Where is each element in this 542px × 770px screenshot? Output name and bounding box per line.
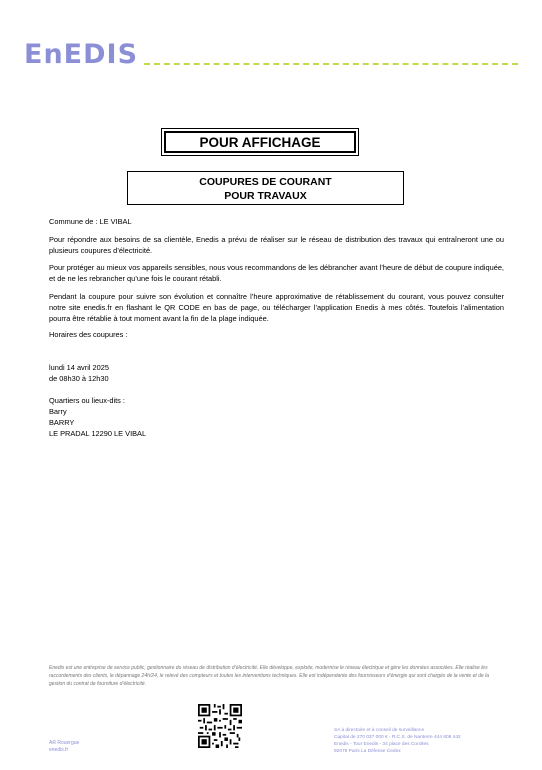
footer-legal-text: Enedis est une entreprise de service public, gestionnaire du réseau de distribution d’électricité. Elle développe, exploite, modernise le réseau électrique et gère les données associées. Elle réalise les raccordements des clients, le dépannage 24h/24, le relevé des compteurs et toutes les interventions techniques. Elle est indépendante des fournisseurs d’énergie qui sont chargés de la vente et de la gestion du contrat de fourniture d’électricité. [49,665,489,687]
qr-code[interactable] [198,704,242,748]
place-item: Barry [49,407,67,416]
footer-company-line: 92079 Paris La Défense Cedex [334,749,401,754]
coupures-title-box [127,171,404,205]
place-item: BARRY [49,418,75,427]
footer-company-line: Capital de 270 037 000 € - R.C.S. de Nanterre 444 608 442 [334,735,461,740]
horaires-label: Horaires des coupures : [49,330,128,339]
footer-region: AR Rouergue [49,740,80,746]
footer-company-line: SA à directoire et à conseil de surveillance [334,728,425,733]
quartiers-label: Quartiers ou lieux-dits : [49,396,125,405]
footer-company-line: Enedis - Tour Enedis - 34 place des Corolles [334,742,429,747]
commune: Commune de : LE VIBAL [49,217,132,226]
enedis-logo: EnEDIS [24,39,139,70]
footer-left [49,740,79,754]
paragraph-1: Pour répondre aux besoins de sa clientèle, Enedis a prévu de réaliser sur le réseau de distribution des travaux qui entraîneront une ou plusieurs coupures d’électricité. [49,235,504,255]
affichage-title: POUR AFFICHAGE [164,131,356,153]
coupure-time: de 08h30 à 12h30 [49,374,109,383]
coupures-title-line1: COUPURES DE COURANT [199,176,332,188]
logo-divider [144,63,518,65]
paragraph-3: Pendant la coupure pour suivre son évolution et connaître l’heure approximative de rétablissement du courant, vous pouvez consulter notre site enedis.fr en flashant le QR CODE en bas de page, ou télécharger l’application Enedis à mes côtés. Toutefois l’alimentation pourra être rétablie à tout moment avant la fin de la plage indiquée. [49,292,504,323]
paragraph-2: Pour protéger au mieux vos appareils sensibles, nous vous recommandons de les débrancher avant l’heure de début de coupure indiquée, et de ne les rebrancher qu’une fois le courant rétabli. [49,263,504,283]
affichage-title-box [161,128,359,156]
coupures-title-line2: POUR TRAVAUX [224,190,307,202]
coupure-date: lundi 14 avril 2025 [49,363,109,372]
footer-right [334,727,461,755]
place-item: LE PRADAL 12290 LE VIBAL [49,429,147,438]
footer-website-link[interactable]: enedis.fr [49,747,69,753]
